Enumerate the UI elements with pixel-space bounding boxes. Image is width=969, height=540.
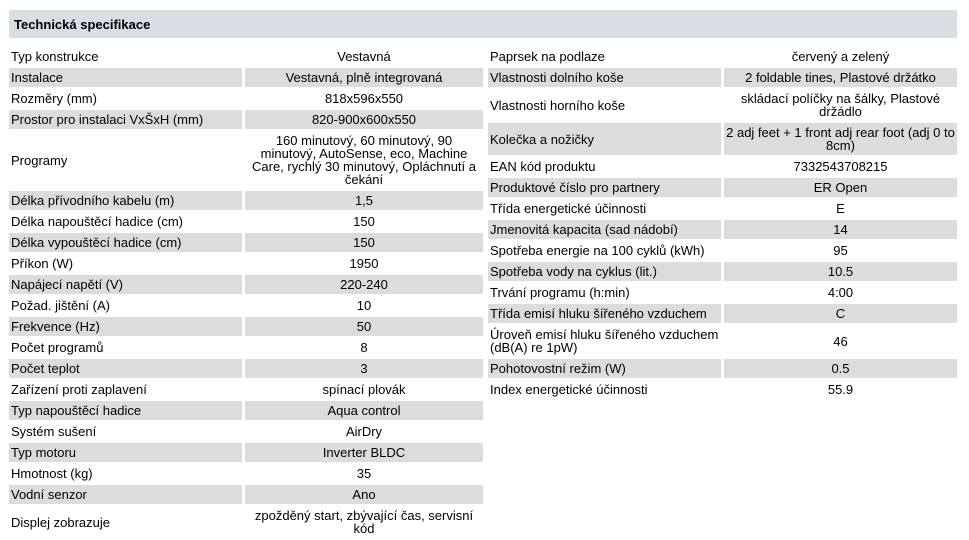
- spec-value: 7332543708215: [723, 156, 958, 177]
- spec-value: 1950: [244, 253, 484, 274]
- table-row: [9, 463, 483, 484]
- table-row: [9, 232, 483, 253]
- table-row: [488, 240, 957, 261]
- spec-value: 820-900x600x550: [244, 109, 484, 130]
- spec-label: Zařízení proti zaplavení: [9, 379, 244, 400]
- spec-value: 10.5: [723, 261, 958, 282]
- spec-label: Počet teplot: [9, 358, 244, 379]
- spec-label: Vlastnosti horního koše: [488, 88, 723, 122]
- spec-value: 0.5: [723, 358, 958, 379]
- spec-label: EAN kód produktu: [488, 156, 723, 177]
- spec-value: červený a zelený: [723, 47, 958, 68]
- spec-value: 150: [244, 211, 484, 232]
- spec-label: Délka přívodního kabelu (m): [9, 190, 244, 211]
- table-row: [9, 295, 483, 316]
- spec-label: Paprsek na podlaze: [488, 47, 723, 68]
- spec-value: Inverter BLDC: [244, 442, 484, 463]
- spec-value: 46: [723, 324, 958, 358]
- spec-label: Spotřeba vody na cyklus (lit.): [488, 261, 723, 282]
- spec-value: skládací políčky na šálky, Plastové držádlo: [723, 88, 958, 122]
- table-row: [488, 198, 957, 219]
- table-row: [488, 67, 957, 88]
- spec-label: Frekvence (Hz): [9, 316, 244, 337]
- spec-value: 14: [723, 219, 958, 240]
- table-row: [9, 484, 483, 505]
- spec-value: 55.9: [723, 379, 958, 400]
- table-row: [488, 282, 957, 303]
- spec-label: Vlastnosti dolního koše: [488, 67, 723, 88]
- spec-value: 220-240: [244, 274, 484, 295]
- spec-label: Typ napouštěcí hadice: [9, 400, 244, 421]
- spec-label: Instalace: [9, 67, 244, 88]
- spec-label: Rozměry (mm): [9, 88, 244, 109]
- spec-label: Spotřeba energie na 100 cyklů (kWh): [488, 240, 723, 261]
- table-row: [9, 316, 483, 337]
- table-row: [488, 379, 957, 400]
- spec-value: spínací plovák: [244, 379, 484, 400]
- spec-label: Délka vypouštěcí hadice (cm): [9, 232, 244, 253]
- table-row: [488, 324, 957, 358]
- spec-label: Napájecí napětí (V): [9, 274, 244, 295]
- spec-value: 1,5: [244, 190, 484, 211]
- spec-value: AirDry: [244, 421, 484, 442]
- table-row: [9, 358, 483, 379]
- spec-label: Index energetické účinnosti: [488, 379, 723, 400]
- table-row: [488, 219, 957, 240]
- spec-label: Typ motoru: [9, 442, 244, 463]
- spec-value: Ano: [244, 484, 484, 505]
- spec-label: Trvání programu (h:min): [488, 282, 723, 303]
- table-row: [9, 109, 483, 130]
- table-row: [9, 130, 483, 190]
- table-row: [488, 47, 957, 68]
- table-row: [9, 379, 483, 400]
- spec-label: Požad. jištění (A): [9, 295, 244, 316]
- spec-value: 95: [723, 240, 958, 261]
- spec-value: 3: [244, 358, 484, 379]
- spec-value: 2 adj feet + 1 front adj rear foot (adj 0 to 8cm): [723, 122, 958, 156]
- spec-label: Úroveň emisí hluku šířeného vzduchem (dB(A) re 1pW): [488, 324, 723, 358]
- spec-label: Třída emisí hluku šířeného vzduchem: [488, 303, 723, 324]
- spec-value: 35: [244, 463, 484, 484]
- spec-table-left: [9, 46, 483, 540]
- spec-label: Třída energetické účinnosti: [488, 198, 723, 219]
- spec-value: Vestavná, plně integrovaná: [244, 67, 484, 88]
- spec-label: Systém sušení: [9, 421, 244, 442]
- spec-value: 2 foldable tines, Plastové držátko: [723, 67, 958, 88]
- section-header: [9, 10, 957, 38]
- spec-value: 150: [244, 232, 484, 253]
- spec-value: 818x596x550: [244, 88, 484, 109]
- table-row: [488, 177, 957, 198]
- table-row: [9, 47, 483, 68]
- table-row: [9, 505, 483, 539]
- spec-label: Vodní senzor: [9, 484, 244, 505]
- spec-value: C: [723, 303, 958, 324]
- spec-label: Jmenovitá kapacita (sad nádobí): [488, 219, 723, 240]
- table-row: [488, 303, 957, 324]
- table-row: [488, 122, 957, 156]
- spec-label: Displej zobrazuje: [9, 505, 244, 539]
- table-row: [9, 274, 483, 295]
- spec-value: ER Open: [723, 177, 958, 198]
- spec-value: 50: [244, 316, 484, 337]
- spec-label: Produktové číslo pro partnery: [488, 177, 723, 198]
- spec-label: Počet programů: [9, 337, 244, 358]
- spec-label: Délka napouštěcí hadice (cm): [9, 211, 244, 232]
- spec-label: Typ konstrukce: [9, 47, 244, 68]
- spec-value: 160 minutový, 60 minutový, 90 minutový, AutoSense, eco, Machine Care, rychlý 30 minutový, Opláchnutí a čekání: [244, 130, 484, 190]
- spec-value: 10: [244, 295, 484, 316]
- spec-value: Vestavná: [244, 47, 484, 68]
- table-row: [488, 261, 957, 282]
- table-row: [488, 358, 957, 379]
- spec-table-right: [488, 46, 957, 401]
- table-row: [9, 211, 483, 232]
- spec-value: zpožděný start, zbývající čas, servisní kód: [244, 505, 484, 539]
- spec-value: 8: [244, 337, 484, 358]
- spec-value: E: [723, 198, 958, 219]
- table-row: [9, 442, 483, 463]
- table-row: [9, 88, 483, 109]
- spec-label: Pohotovostní režim (W): [488, 358, 723, 379]
- table-row: [9, 190, 483, 211]
- table-row: [9, 67, 483, 88]
- spec-label: Kolečka a nožičky: [488, 122, 723, 156]
- spec-label: Hmotnost (kg): [9, 463, 244, 484]
- spec-value: 4:00: [723, 282, 958, 303]
- table-row: [488, 88, 957, 122]
- table-row: [9, 337, 483, 358]
- table-row: [9, 421, 483, 442]
- table-row: [488, 156, 957, 177]
- spec-label: Prostor pro instalaci VxŠxH (mm): [9, 109, 244, 130]
- spec-value: Aqua control: [244, 400, 484, 421]
- section-title: Technická specifikace: [14, 16, 151, 32]
- spec-label: Programy: [9, 130, 244, 190]
- spec-label: Příkon (W): [9, 253, 244, 274]
- table-row: [9, 400, 483, 421]
- table-row: [9, 253, 483, 274]
